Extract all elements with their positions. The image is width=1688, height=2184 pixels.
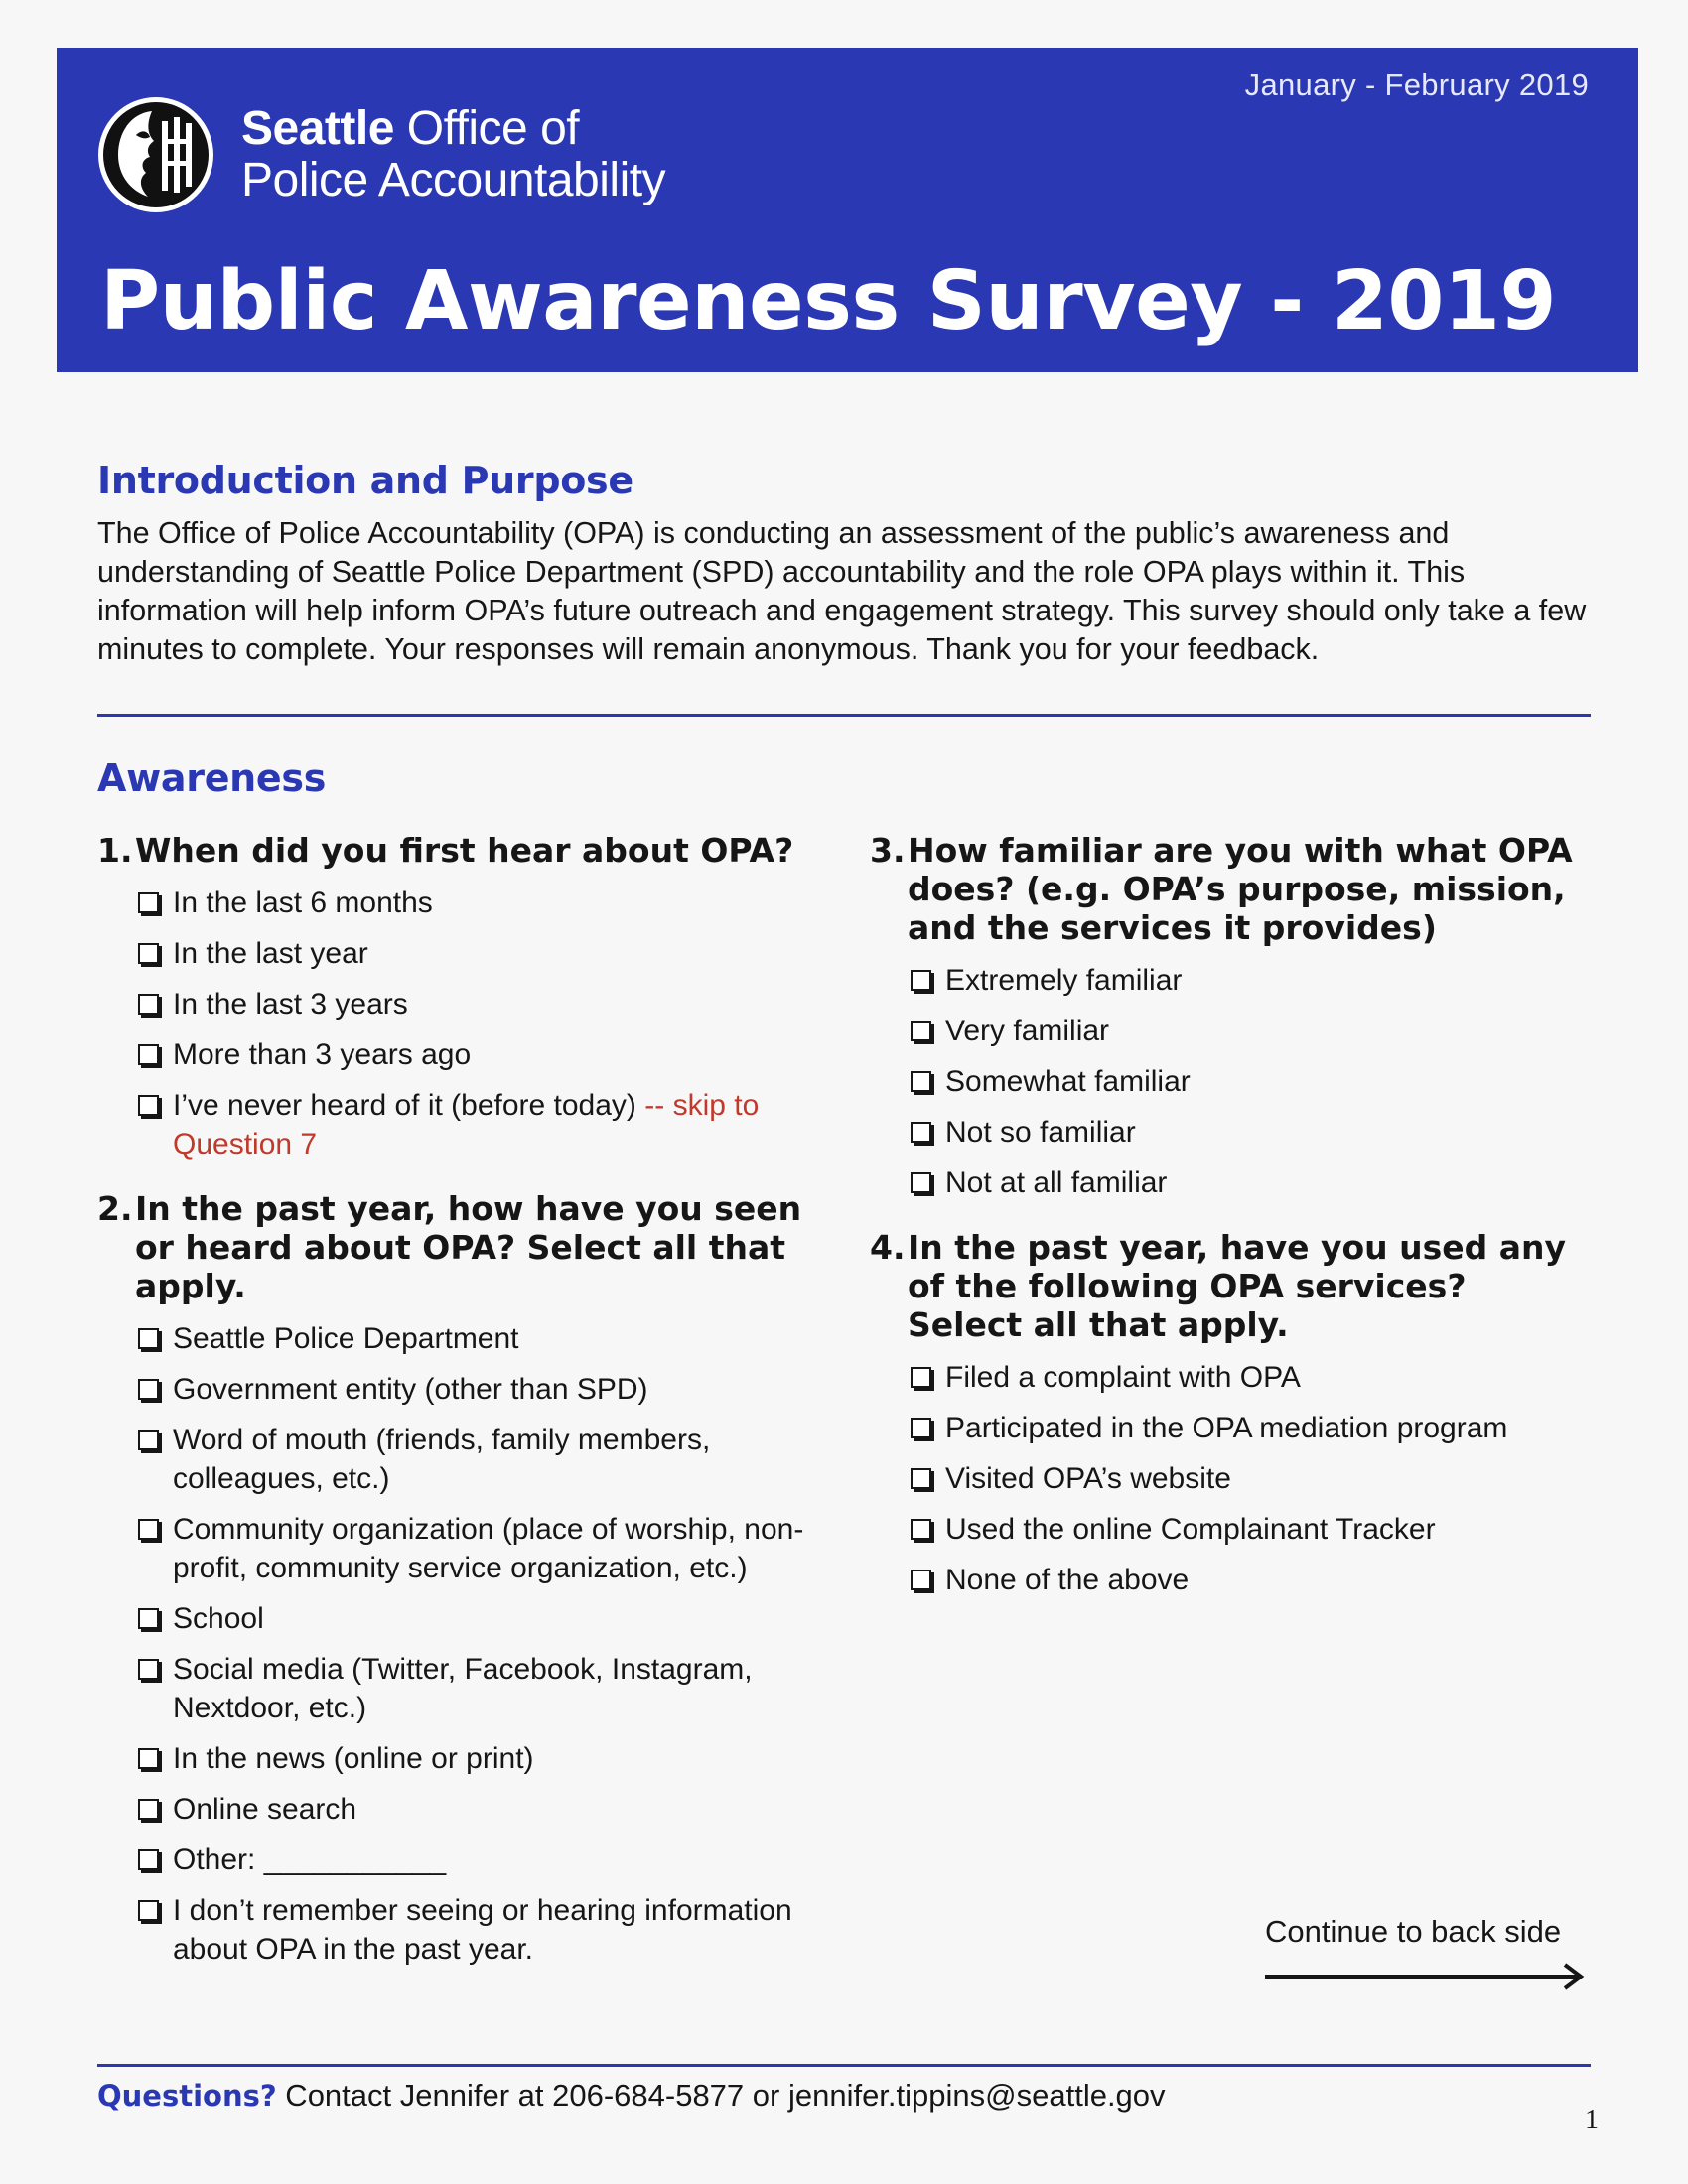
option-label: Used the online Complainant Tracker xyxy=(945,1513,1436,1546)
q2-option[interactable] xyxy=(97,1891,832,1969)
footer-contact-text: Contact Jennifer at 206-684-5877 or jennifer.tippins@seattle.gov xyxy=(276,2078,1166,2113)
section-divider xyxy=(97,714,1591,717)
q1-option[interactable] xyxy=(97,985,832,1024)
checkbox-icon[interactable] xyxy=(138,1748,159,1769)
checkbox-icon[interactable] xyxy=(138,1849,159,1870)
option-label: Online search xyxy=(173,1793,357,1826)
question-2 xyxy=(97,1189,832,1305)
q4-option[interactable] xyxy=(870,1358,1585,1397)
option-label: Other: ___________ xyxy=(173,1843,447,1876)
survey-title: Public Awareness Survey - 2019 xyxy=(100,254,1557,348)
checkbox-icon[interactable] xyxy=(911,1021,931,1041)
option-label: In the last 3 years xyxy=(173,988,408,1021)
q3-option[interactable] xyxy=(870,1062,1585,1101)
checkbox-icon[interactable] xyxy=(138,892,159,913)
option-label: Social media (Twitter, Facebook, Instagram, Nextdoor, etc.) xyxy=(173,1653,753,1724)
option-label: I don’t remember seeing or hearing information about OPA in the past year. xyxy=(173,1894,792,1966)
continue-label: Continue to back side xyxy=(1265,1914,1562,1949)
option-label: Not at all familiar xyxy=(945,1166,1168,1199)
q1-option[interactable] xyxy=(97,934,832,973)
header-banner xyxy=(57,48,1638,372)
checkbox-icon[interactable] xyxy=(138,1519,159,1540)
skip-instruction: -- skip to Question 7 xyxy=(173,1089,760,1160)
option-label: In the last year xyxy=(173,937,368,970)
option-label: Very familiar xyxy=(945,1015,1110,1047)
checkbox-icon[interactable] xyxy=(138,1328,159,1349)
checkbox-icon[interactable] xyxy=(138,1659,159,1680)
q1-option[interactable] xyxy=(97,1035,832,1074)
option-label: In the news (online or print) xyxy=(173,1742,534,1775)
option-label: Filed a complaint with OPA xyxy=(945,1361,1301,1394)
intro-body: The Office of Police Accountability (OPA) is conducting an assessment of the public’s awareness and understanding of Seattle Police Department (SPD) accountability and the role OPA plays within it. This information will help inform OPA’s future outreach and engagement strategy. This survey should only take a few minutes to complete. Your responses will remain anonymous. Thank you for your feedback. xyxy=(97,516,1587,666)
q2-option[interactable] xyxy=(97,1421,832,1498)
question-number: 4. xyxy=(870,1228,906,1267)
option-label: Government entity (other than SPD) xyxy=(173,1373,648,1406)
checkbox-icon[interactable] xyxy=(911,1367,931,1388)
option-label: Word of mouth (friends, family members, colleagues, etc.) xyxy=(173,1424,711,1495)
option-label: Participated in the OPA mediation program xyxy=(945,1412,1508,1444)
checkbox-icon[interactable] xyxy=(911,1468,931,1489)
checkbox-icon[interactable] xyxy=(138,1430,159,1450)
option-label: School xyxy=(173,1602,264,1635)
q3-option[interactable] xyxy=(870,1113,1585,1152)
checkbox-icon[interactable] xyxy=(138,1900,159,1921)
question-text: How familiar are you with what OPA does? (e.g. OPA’s purpose, mission, and the services it provides) xyxy=(908,831,1573,947)
q2-option[interactable] xyxy=(97,1739,832,1778)
checkbox-icon[interactable] xyxy=(911,1071,931,1092)
checkbox-icon[interactable] xyxy=(138,1044,159,1065)
org-name-rest: Office of xyxy=(393,102,580,155)
right-column xyxy=(870,831,1585,1611)
org-name-line2: Police Accountability xyxy=(241,154,666,206)
question-4 xyxy=(870,1228,1585,1344)
question-text: When did you first hear about OPA? xyxy=(135,831,794,870)
question-number: 3. xyxy=(870,831,906,870)
footer-divider xyxy=(97,2064,1591,2067)
checkbox-icon[interactable] xyxy=(911,1172,931,1193)
checkbox-icon[interactable] xyxy=(138,1379,159,1400)
question-3 xyxy=(870,831,1585,947)
checkbox-icon[interactable] xyxy=(138,994,159,1015)
q1-option[interactable] xyxy=(97,884,832,922)
checkbox-icon[interactable] xyxy=(911,970,931,991)
option-label: Seattle Police Department xyxy=(173,1322,519,1355)
page-number: 1 xyxy=(1585,2105,1599,2135)
footer-questions-label: Questions? xyxy=(97,2079,277,2113)
q2-option[interactable] xyxy=(97,1510,832,1587)
checkbox-icon[interactable] xyxy=(138,1095,159,1116)
q3-option[interactable] xyxy=(870,1163,1585,1202)
intro-heading: Introduction and Purpose xyxy=(97,459,633,502)
checkbox-icon[interactable] xyxy=(138,1608,159,1629)
org-name-city: Seattle xyxy=(241,102,394,155)
option-label: None of the above xyxy=(945,1564,1190,1596)
q2-option[interactable] xyxy=(97,1790,832,1829)
q2-option[interactable] xyxy=(97,1599,832,1638)
checkbox-icon[interactable] xyxy=(911,1519,931,1540)
option-label: Visited OPA’s website xyxy=(945,1462,1231,1495)
question-text: In the past year, have you used any of the following OPA services? Select all that apply. xyxy=(908,1228,1567,1344)
checkbox-icon[interactable] xyxy=(138,943,159,964)
arrow-right-icon xyxy=(1263,1962,1587,1991)
q4-option[interactable] xyxy=(870,1510,1585,1549)
awareness-heading: Awareness xyxy=(97,756,327,800)
q2-option[interactable] xyxy=(97,1370,832,1409)
option-label: Community organization (place of worship, non-profit, community service organization, etc.) xyxy=(173,1513,804,1584)
q1-option[interactable] xyxy=(97,1086,832,1163)
option-label: In the last 6 months xyxy=(173,887,433,919)
question-1 xyxy=(97,831,832,870)
q2-option[interactable] xyxy=(97,1319,832,1358)
survey-date: January - February 2019 xyxy=(1244,68,1589,102)
left-column xyxy=(97,831,832,1980)
option-label: More than 3 years ago xyxy=(173,1038,472,1071)
option-label: I’ve never heard of it (before today) xyxy=(173,1089,636,1122)
q2-option[interactable] xyxy=(97,1650,832,1727)
question-number: 2. xyxy=(97,1189,133,1228)
q4-option[interactable] xyxy=(870,1561,1585,1599)
q4-option[interactable] xyxy=(870,1409,1585,1447)
q2-option-other[interactable] xyxy=(97,1841,832,1879)
question-text: In the past year, how have you seen or heard about OPA? Select all that apply. xyxy=(135,1189,802,1305)
question-number: 1. xyxy=(97,831,133,870)
checkbox-icon[interactable] xyxy=(138,1799,159,1820)
q3-option[interactable] xyxy=(870,961,1585,1000)
org-name xyxy=(241,103,665,206)
option-label: Somewhat familiar xyxy=(945,1065,1191,1098)
footer-contact xyxy=(97,2078,1166,2114)
checkbox-icon[interactable] xyxy=(911,1122,931,1143)
checkbox-icon[interactable] xyxy=(911,1418,931,1438)
option-label: Not so familiar xyxy=(945,1116,1136,1149)
seattle-seal-logo xyxy=(96,95,215,214)
option-label: Extremely familiar xyxy=(945,964,1183,997)
q3-option[interactable] xyxy=(870,1012,1585,1050)
q4-option[interactable] xyxy=(870,1459,1585,1498)
checkbox-icon[interactable] xyxy=(911,1570,931,1590)
